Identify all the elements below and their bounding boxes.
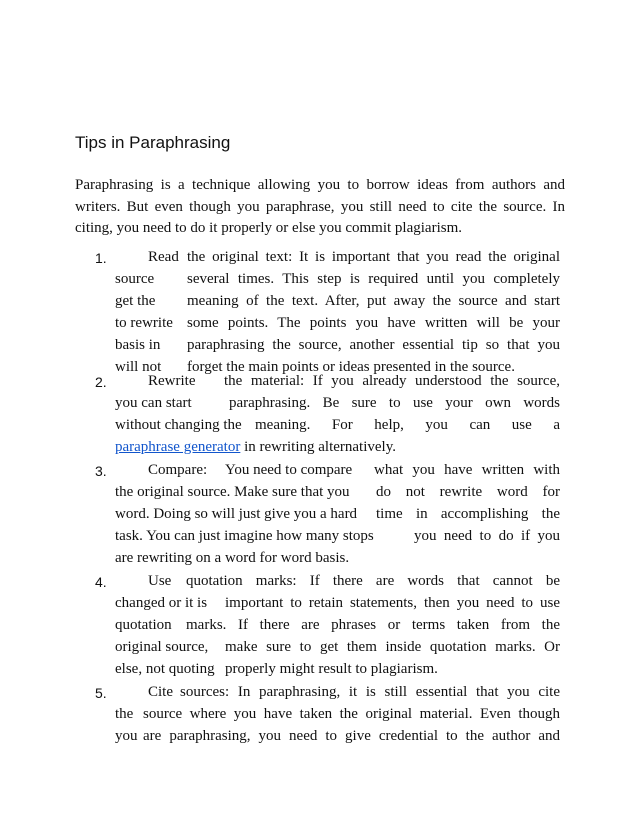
item-2-line-3a: without changing the xyxy=(115,417,242,433)
item-1-line-6b: forget the main points or ideas presented in the source. xyxy=(187,359,515,375)
item-4-line-4a: original source, xyxy=(115,639,209,655)
item-1-line-5b: paraphrasing the source, another essential tip so that you xyxy=(187,337,560,353)
item-3-line-3b: time in accomplishing the xyxy=(376,506,560,522)
item-4-line-3a: quotation xyxy=(115,617,172,633)
item-1-line-6a: will not xyxy=(115,359,162,375)
item-3-line-4a: task. You can just imagine how many stops xyxy=(115,528,374,544)
item-3-line-2b: do not rewrite word for xyxy=(376,484,560,500)
item-4-line-4b: make sure to get them inside quotation marks. Or xyxy=(225,639,560,655)
item-2-line-2a: you can start xyxy=(115,395,192,411)
item-5-line-2b: source where you have taken the original material. Even though xyxy=(143,706,560,722)
item-5-line-3b: are paraphrasing, you need to give credential to the author and xyxy=(143,728,560,744)
intro-paragraph: Paraphrasing is a technique allowing you to borrow ideas from authors and writers. But even though you paraphrase, you still need to cite the source. In citing, you need to do it properly or else you commit plagiarism. xyxy=(75,177,565,236)
item-5-line-1b: sources: In paraphrasing, it is still essential that you cite xyxy=(180,684,560,700)
item-1-line-3b: meaning of the text. After, put away the source and start xyxy=(187,293,560,309)
item-2-line-4-rest: in rewriting alternatively. xyxy=(240,439,396,455)
page-title: Tips in Paraphrasing xyxy=(75,133,231,152)
item-3-line-5: are rewriting on a word for word basis. xyxy=(115,550,350,566)
item-1-line-1b: the original text: It is important that you read the original xyxy=(187,249,560,265)
item-3-line-1c: what you have written with xyxy=(374,462,560,478)
item-4-number: 4. xyxy=(95,574,107,590)
item-1-number: 1. xyxy=(95,250,107,266)
item-1-line-4a: to rewrite xyxy=(115,315,173,331)
item-2-line-1b: the material: If you already understood the source, xyxy=(224,373,560,389)
paraphrase-generator-link[interactable]: paraphrase generator xyxy=(115,439,241,455)
item-3-line-4b: you need to do if you xyxy=(414,528,560,544)
item-5-line-1a: Cite xyxy=(148,684,173,700)
item-4-line-5b: properly might result to plagiarism. xyxy=(225,661,438,677)
item-3-line-3a: word. Doing so will just give you a hard xyxy=(115,506,358,522)
item-4-line-2a: changed or it is xyxy=(115,595,208,611)
item-5-line-3a: you xyxy=(115,728,138,744)
item-3-line-1a: Compare: xyxy=(148,462,208,478)
item-2-number: 2. xyxy=(95,374,107,390)
item-3-line-2a: the original source. Make sure that you xyxy=(115,484,350,500)
item-4-line-1b: quotation marks: If there are words that cannot be xyxy=(186,573,560,589)
item-4-line-3b: marks. If there are phrases or terms taken from the xyxy=(186,617,560,633)
item-2-line-2b: paraphrasing. Be sure to use your own words xyxy=(229,395,560,411)
item-2-line-3b: meaning. For help, you can use a xyxy=(255,417,560,433)
item-4-line-5a: else, not quoting xyxy=(115,661,215,677)
item-2-line-4 xyxy=(115,439,396,456)
item-5-number: 5. xyxy=(95,685,107,701)
item-1-line-5a: basis in xyxy=(115,337,161,353)
item-1-line-2a: source xyxy=(115,271,155,287)
item-1-line-1a: Read xyxy=(148,249,179,265)
item-2-line-1a: Rewrite xyxy=(148,373,196,389)
item-4-line-1a: Use xyxy=(148,573,172,589)
item-3-number: 3. xyxy=(95,463,107,479)
item-5-line-2a: the xyxy=(115,706,134,722)
item-1-line-4b: some points. The points you have written will be your xyxy=(187,315,560,331)
item-1-line-2b: several times. This step is required until you completely xyxy=(187,271,560,287)
item-1-line-3a: get the xyxy=(115,293,156,309)
item-4-line-2b: important to retain statements, then you need to use xyxy=(225,595,560,611)
item-3-line-1b: You need to compare xyxy=(225,462,353,478)
